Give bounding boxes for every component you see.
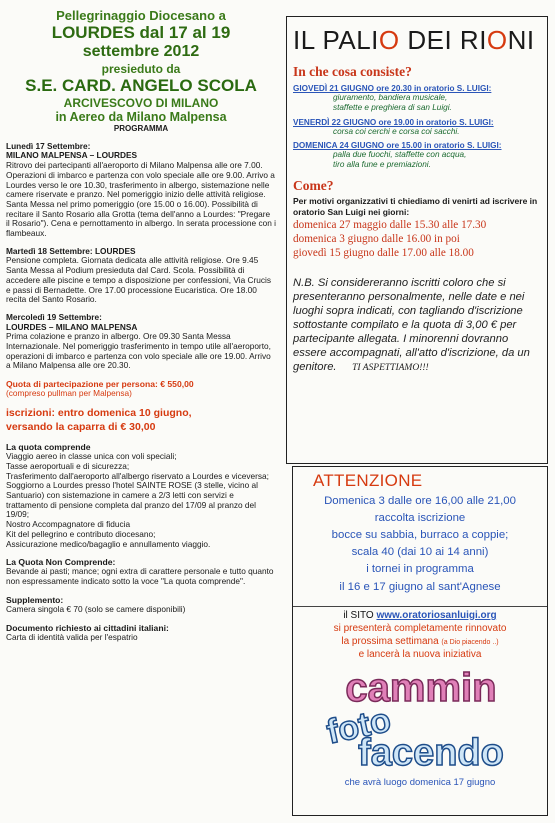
header-line2: LOURDES dal 17 al 19 <box>51 23 231 43</box>
sito-url-link[interactable]: www.oratoriosanluigi.org <box>376 609 497 621</box>
comprende-item: Kit del pellegrino e contributo diocesano; <box>6 528 156 539</box>
nb-note <box>293 276 541 375</box>
palio-title-o: O <box>378 25 400 55</box>
documento-title: Documento richiesto ai cittadini italiani: <box>6 622 169 633</box>
supplemento <box>6 595 276 615</box>
palio-title-o2: O <box>486 25 508 55</box>
camminfotofacendo-logo <box>299 665 541 775</box>
event-desc: palla due fuochi, staffette con acqua, <box>333 149 467 159</box>
palio-title-b: DEI RI <box>399 25 487 55</box>
comprende-title: La quota comprende <box>6 442 91 453</box>
event-when: VENERDÌ 22 GIUGNO ore 19.00 in oratorio S. LUIGI: <box>293 117 494 127</box>
header-line1: Pellegrinaggio Diocesano a <box>56 8 226 23</box>
header-line5: S.E. CARD. ANGELO SCOLA <box>25 75 257 95</box>
iscrizioni-line1: iscrizioni: entro domenica 10 giugno, <box>6 406 192 419</box>
sito-section <box>299 609 541 661</box>
day-1-date: Lunedì 17 Settembre: <box>6 140 91 151</box>
event-desc: staffette e preghiera di san Luigi. <box>333 103 452 113</box>
attenzione-line: i tornei in programma <box>366 563 474 576</box>
iscrizioni-line2: versando la caparra di € 30,00 <box>6 420 156 433</box>
event-desc: giuramento, bandiera musicale, <box>333 93 448 102</box>
attenzione-text <box>299 493 541 596</box>
sito-line3b: (a Dio piacendo ..) <box>441 638 499 646</box>
date-line: domenica 3 giugno dalle 16.00 in poi <box>293 232 460 245</box>
header-line3: settembre 2012 <box>82 43 200 61</box>
day-1-text: Ritrovo dei partecipanti all'aeroporto di Milano Malpensa alle ore 7.00. Operazioni di imbarco e partenza con volo speciale alle ore 9.00. Arrivo a Lourdes verso le ore 10.30, trasferimento in albergo, sistemazione nelle camere riservate e pranzo. Nel pomeriggio inizio delle attività religiose. Santa Messa nel primo pomeriggio (ore 15.00 o 16.00). Possibilità di recitare il Santo Rosario alla Grotta (tema dell'anno a Lourdes: "Pregare il Rosario"). Cena e pernottamento in albergo. In serata processione con i flambeaux. <box>6 160 276 239</box>
header-line8: PROGRAMMA <box>113 124 169 134</box>
header-line7: in Aereo da Milano Malpensa <box>55 109 227 124</box>
event-when: DOMENICA 24 GIUGNO ore 15.00 in oratorio S. LUIGI: <box>293 140 502 150</box>
date-line: giovedì 15 giugno dalle 17.00 alle 18.00 <box>293 246 474 259</box>
header-line6: ARCIVESCOVO DI MILANO <box>63 95 219 110</box>
logo-mid: foto <box>323 700 395 752</box>
day-2-text: Pensione completa. Giornata dedicata alle attività religiose. Ore 9.45 Santa Messa al Podium presieduta dal Card. Scola. Possibilità di accedere alle piscine e tempo a disposizione per confessioni, Via Crucis e passi di Bernadette. Ore 17.00 processione Eucaristica. Ore 18.00 recita del Santo Rosario. <box>6 255 272 305</box>
nb-text: N.B. Si considereranno iscritti coloro che si presenteranno personalmente, nelle date e nei luoghi sopra indicati, con tagliando d'iscrizione sottostante compilato e la quota di 3,00 € per partecipante allegata. I minorenni dovranno essere accompagnati, all'atto d'iscrizione, da un genitore. <box>293 276 530 373</box>
header-line4: presieduto da <box>101 61 181 76</box>
logo-graphic <box>299 665 543 775</box>
date-line: domenica 27 maggio dalle 15.30 alle 17.30 <box>293 218 487 231</box>
quota-label: Quota di partecipazione per persona: € 550,00 <box>6 379 194 390</box>
left-column <box>6 8 276 642</box>
documento-text: Carta di identità valida per l'espatrio <box>6 631 138 642</box>
logo-top: cammin <box>345 665 497 710</box>
sito-prefix: il SITO <box>343 609 377 621</box>
comprende <box>6 442 276 549</box>
palio-title-a: IL PALI <box>293 25 379 55</box>
palio-question-1: In che cosa consiste? <box>293 64 412 79</box>
documento <box>6 623 276 643</box>
event-when: GIOVEDÌ 21 GIUGNO ore 20.30 in oratorio S. LUIGI: <box>293 84 492 93</box>
event-desc: corsa coi cerchi e corsa coi sacchi. <box>333 126 460 136</box>
quota <box>6 379 276 399</box>
day-2-date: Martedì 18 Settembre: LOURDES <box>6 245 136 256</box>
day-2 <box>6 247 276 305</box>
divider <box>293 606 547 607</box>
sito-line4: e lancerà la nuova iniziativa <box>358 648 482 660</box>
header <box>6 8 276 134</box>
supplemento-title: Supplemento: <box>6 594 64 605</box>
nb-tail: TI ASPETTIAMO!!! <box>352 362 429 373</box>
day-3 <box>6 313 276 371</box>
non-comprende-title: La Quota Non Comprende: <box>6 557 116 568</box>
comprende-item: Viaggio aereo in classe unica con voli speciali; <box>6 451 177 462</box>
supplemento-text: Camera singola € 70 (solo se camere disponibili) <box>6 603 186 614</box>
attenzione-line: il 16 e 17 giugno al sant'Agnese <box>339 580 501 593</box>
non-comprende-text: Bevande ai pasti; mance; ogni extra di carattere personale e tutto quanto non espressamente indicato sotto la voce "La quota comprende". <box>6 566 274 587</box>
non-comprende <box>6 557 276 586</box>
palio-title-c: NI <box>507 25 535 55</box>
day-1-title: MILANO MALPENSA – LOURDES <box>6 150 138 161</box>
palio-title <box>293 25 541 56</box>
day-3-title: LOURDES – MILANO MALPENSA <box>6 321 138 332</box>
logo-bot: facendo <box>358 731 504 774</box>
palio-box <box>286 16 548 464</box>
attenzione-line: bocce su sabbia, burraco a coppie; <box>331 529 509 542</box>
comprende-item: Nostro Accompagnatore di fiducia <box>6 519 131 530</box>
sito-line2: si presenterà completamente rinnovato <box>333 622 507 634</box>
comprende-item: Trasferimento dall'aeroporto all'albergo riservato a Lourdes e viceversa; <box>6 470 269 481</box>
final-line: che avrà luogo domenica 17 giugno <box>344 776 496 788</box>
attenzione-title: ATTENZIONE <box>313 471 423 490</box>
attenzione-line: raccolta iscrizione <box>374 512 466 525</box>
attenzione-box <box>292 466 548 816</box>
day-1 <box>6 142 276 239</box>
quota-note: (compreso pullman per Malpensa) <box>6 388 132 399</box>
day-3-date: Mercoledì 19 Settembre: <box>6 311 102 322</box>
attenzione-line: Domenica 3 dalle ore 16,00 alle 21,00 <box>324 495 516 507</box>
sito-line3a: la prossima settimana <box>341 635 442 647</box>
event-desc: tiro alla fune e premiazioni. <box>333 160 431 169</box>
day-3-text: Prima colazione e pranzo in albergo. Ore 09.30 Santa Messa Internazionale. Nel pomeriggio trasferimento in tempo utile all'aeroporto, operazioni di imbarco e partenza con volo speciale alle ore 19.00. Arrivo a Milano Malpensa alle ore 20.30. <box>6 331 271 371</box>
comprende-item: Soggiorno a Lourdes presso l'hotel SAINTE ROSE (3 stelle, vicino al Santuario) con sistemazione in camere a 2/3 letti con servizi e trattamento di pensione completa dal pranzo del 17/09 al pranzo del 19/09; <box>6 480 258 520</box>
comprende-item: Assicurazione medico/bagaglio e annullamento viaggio. <box>6 538 211 549</box>
attenzione-line: scala 40 (dai 10 ai 14 anni) <box>351 546 489 559</box>
palio-question-2: Come? <box>293 178 334 194</box>
iscrizioni <box>6 407 276 434</box>
come-text: Per motivi organizzativi ti chiediamo di venirti ad iscrivere in oratorio San Luigi nei giorni: <box>293 196 538 217</box>
comprende-item: Tasse aeroportuali e di sicurezza; <box>6 460 130 471</box>
